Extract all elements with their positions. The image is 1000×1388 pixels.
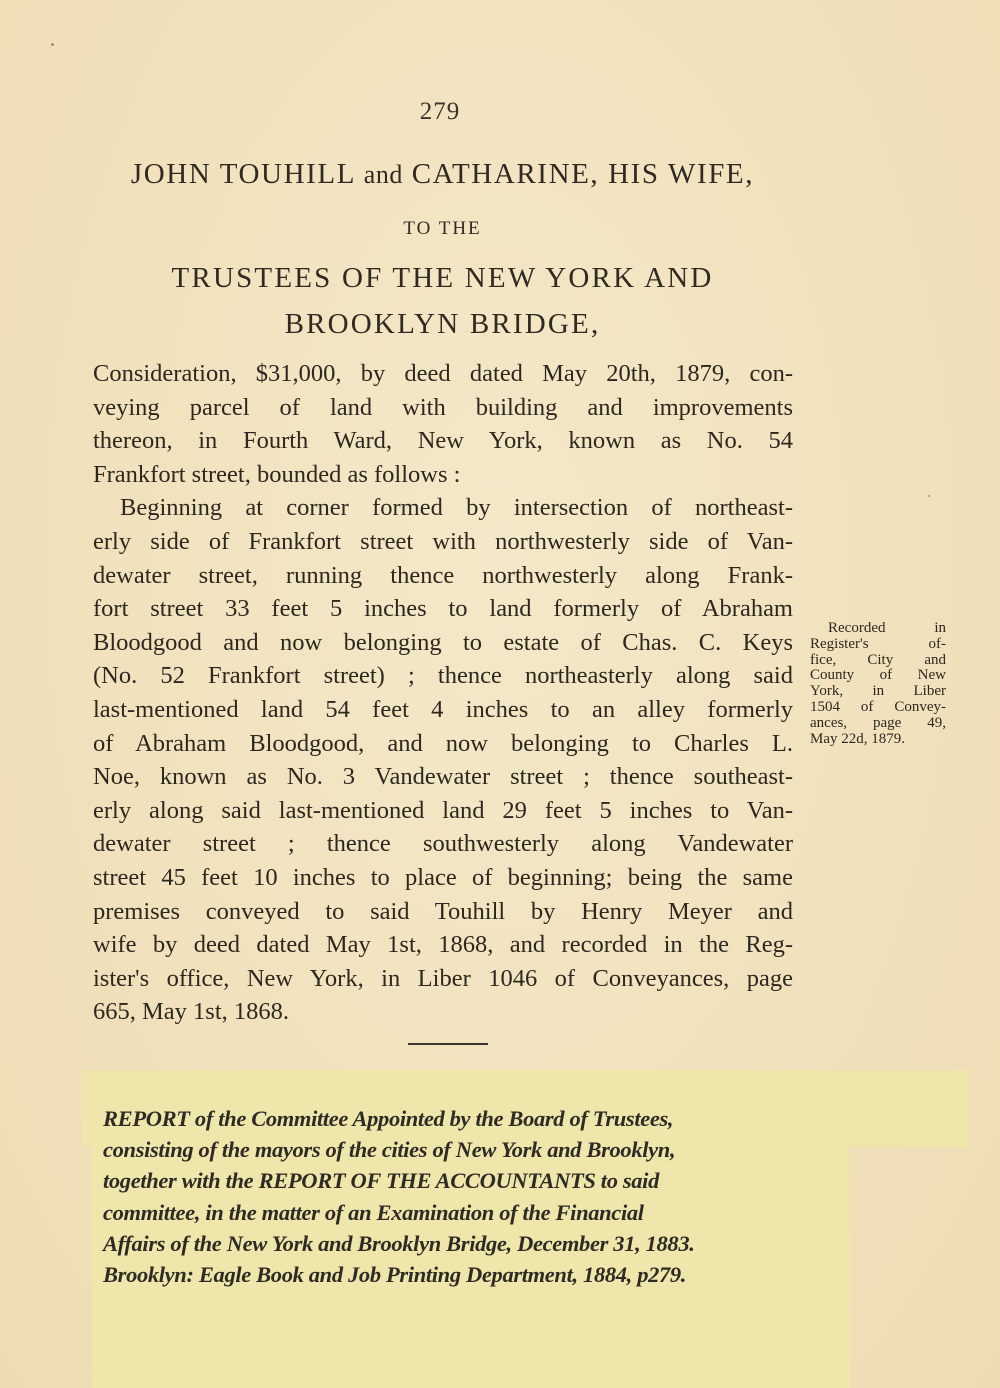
section-divider bbox=[408, 1043, 488, 1045]
body-line: fort street 33 feet 5 inches to land formerly of Abraham bbox=[93, 595, 793, 623]
body-line: erly along said last-mentioned land 29 feet 5 inches to Van- bbox=[93, 796, 793, 824]
sidenote-line: Recorded in bbox=[828, 620, 946, 636]
body-line: veying parcel of land with building and improvements bbox=[93, 393, 793, 421]
body-line: street 45 feet 10 inches to place of beginning; being the same bbox=[93, 863, 793, 891]
sidenote-line: York, in Liber bbox=[810, 683, 946, 700]
body-line: Beginning at corner formed by intersection of northeast- bbox=[120, 494, 793, 522]
body-line: wife by deed dated May 1st, 1868, and recorded in the Reg- bbox=[93, 931, 793, 959]
conjunction: and bbox=[363, 160, 403, 189]
deed-title-grantee-line-2: BROOKLYN BRIDGE, bbox=[284, 308, 601, 340]
body-line: dewater street, running thence northwesterly along Frank- bbox=[93, 561, 793, 589]
body-line: Consideration, $31,000, by deed dated May 20th, 1879, con- bbox=[93, 360, 793, 387]
body-line: 665, May 1st, 1868. bbox=[93, 998, 289, 1026]
sidenote-line: May 22d, 1879. bbox=[810, 730, 905, 747]
deed-title-grantors bbox=[0, 158, 885, 191]
body-line: Noe, known as No. 3 Vandewater street ; thence southeast- bbox=[93, 763, 793, 791]
source-citation bbox=[103, 1103, 893, 1290]
body-line: Frankfort street, bounded as follows : bbox=[93, 460, 461, 488]
sidenote-line: County of New bbox=[810, 667, 946, 684]
sidenote-line: fice, City and bbox=[810, 651, 946, 668]
body-line: premises conveyed to said Touhill by Henry Meyer and bbox=[93, 897, 793, 925]
page-number: 279 bbox=[419, 98, 461, 125]
sidenote-line: Register's of- bbox=[810, 635, 946, 652]
citation-line: Affairs of the New York and Brooklyn Bridge, December 31, 1883. bbox=[103, 1230, 695, 1256]
body-line: last-mentioned land 54 feet 4 inches to an alley formerly bbox=[93, 695, 793, 723]
citation-line: committee, in the matter of an Examination of the Financial bbox=[103, 1199, 644, 1225]
citation-line: consisting of the mayors of the cities of New York and Brooklyn, bbox=[103, 1137, 676, 1163]
grantor-spouse: CATHARINE, HIS WIFE, bbox=[402, 158, 755, 190]
citation-line: REPORT of the Committee Appointed by the Board of Trustees, bbox=[103, 1106, 674, 1131]
deed-title-grantee-line-1: TRUSTEES OF THE NEW YORK AND bbox=[171, 262, 714, 294]
sidenote-line: ances, page 49, bbox=[810, 714, 946, 731]
sidenote-line: 1504 of Convey- bbox=[810, 698, 946, 715]
citation-line: together with the REPORT OF THE ACCOUNTANTS to said bbox=[103, 1168, 659, 1194]
body-line: ister's office, New York, in Liber 1046 of Conveyances, page bbox=[93, 964, 793, 992]
body-line: dewater street ; thence southwesterly along Vandewater bbox=[93, 830, 793, 858]
body-line: thereon, in Fourth Ward, New York, known as No. 54 bbox=[93, 427, 793, 455]
citation-line: Brooklyn: Eagle Book and Job Printing Department, 1884, p279. bbox=[103, 1262, 687, 1288]
body-line: erly side of Frankfort street with northwesterly side of Van- bbox=[93, 527, 793, 555]
grantor-name: JOHN TOUHILL bbox=[130, 158, 364, 190]
body-line: Bloodgood and now belonging to estate of Chas. C. Keys bbox=[93, 628, 793, 656]
recording-sidenote bbox=[810, 621, 946, 747]
deed-description bbox=[93, 357, 793, 1029]
body-line: of Abraham Bloodgood, and now belonging to Charles L. bbox=[93, 729, 793, 757]
deed-title-to: TO THE bbox=[403, 218, 482, 239]
paper-speck bbox=[51, 43, 54, 46]
body-line: (No. 52 Frankfort street) ; thence northeasterly along said bbox=[93, 662, 793, 690]
paper-speck bbox=[928, 495, 930, 497]
